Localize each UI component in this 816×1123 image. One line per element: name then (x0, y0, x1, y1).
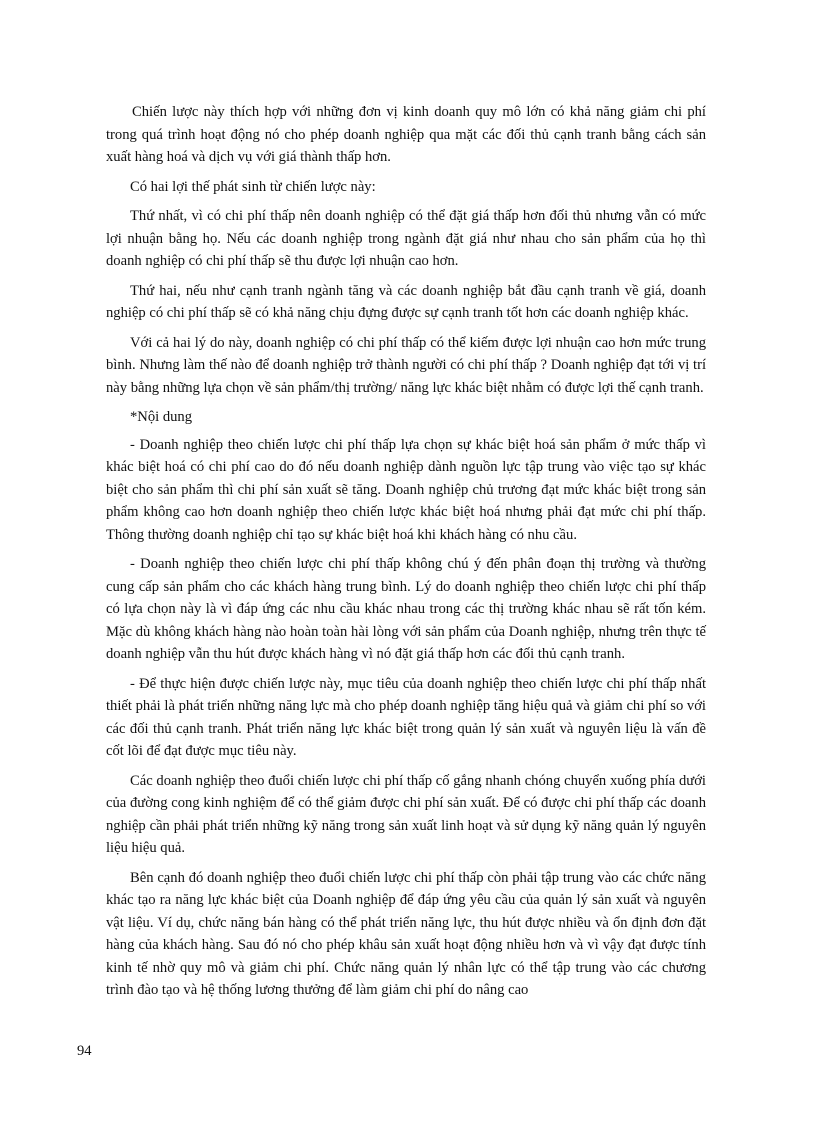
paragraph-other-functions: Bên cạnh đó doanh nghiệp theo đuổi chiến lược chi phí thấp còn phải tập trung vào các chức năng khác tạo ra năng lực khác biệt của Doanh nghiệp để đáp ứng yêu cầu của quản lý sản xuất và nguyên vật liệu. Ví dụ, chức năng bán hàng có thể phát triển năng lực, thu hút được nhiều và ổn định đơn đặt hàng của khách hàng. Sau đó nó cho phép khâu sản xuất hoạt động nhiều hơn và vì vậy đạt được tính kinh tế nhờ quy mô và giảm chi phí. Chức năng quản lý nhân lực có thể tập trung vào các chương trình đào tạo và hệ thống lương thưởng để làm giảm chi phí do nâng cao (106, 869, 706, 998)
paragraph-differentiation: - Doanh nghiệp theo chiến lược chi phí thấp lựa chọn sự khác biệt hoá sản phẩm ở mức thấp vì khác biệt hoá có chi phí cao do đó nếu doanh nghiệp dành nguồn lực tập trung vào việc tạo sự khác biệt cho sản phẩm thì chi phí sản xuất sẽ tăng. Doanh nghiệp chủ trương đạt mức khác biệt trong sản phẩm không cao hơn doanh nghiệp theo chiến lược khác biệt hoá nhưng phải đạt mức chi phí thấp. Thông thường doanh nghiệp chỉ tạo sự khác biệt hoá khi khách hàng có nhu cầu. (106, 436, 706, 543)
paragraph-intro: Chiến lược này thích hợp với những đơn vị kinh doanh quy mô lớn có khả năng giảm chi phí trong quá trình hoạt động nó cho phép doanh nghiệp qua mặt các đối thủ cạnh tranh bằng cách sản xuất hàng hoá và dịch vụ với giá thành thấp hơn. (106, 104, 706, 165)
paragraph-first-advantage: Thứ nhất, vì có chi phí thấp nên doanh nghiệp có thể đặt giá thấp hơn đối thủ nhưng vẫn có mức lợi nhuận bằng họ. Nếu các doanh nghiệp trong ngành đặt giá như nhau cho sản phẩm của họ thì doanh nghiệp có chi phí thấp sẽ thu được lợi nhuận cao hơn. (106, 208, 706, 269)
paragraph-two-advantages: Có hai lợi thế phát sinh từ chiến lược này: (130, 178, 376, 195)
paragraph-experience-curve: Các doanh nghiệp theo đuổi chiến lược chi phí thấp cố gắng nhanh chóng chuyển xuống phía dưới của đường cong kinh nghiệm để có thể giảm được chi phí sản xuất. Để có được chi phí thấp các doanh nghiệp cần phải phát triển những kỹ năng trong sản xuất linh hoạt và sử dụng kỹ năng quản lý nguyên liệu hiệu quả. (106, 772, 706, 856)
paragraph-distinctive-competence: - Để thực hiện được chiến lược này, mục tiêu của doanh nghiệp theo chiến lược chi phí thấp nhất thiết phải là phát triển những năng lực mà cho phép doanh nghiệp tăng hiệu quả và giảm chi phí so với các đối thủ cạnh tranh. Phát triển năng lực khác biệt trong quản lý sản xuất và nguyên liệu là vấn đề cốt lõi để đạt được mục tiêu này. (106, 675, 706, 759)
page-number: 94 (77, 1043, 92, 1059)
paragraph-second-advantage: Thứ hai, nếu như cạnh tranh ngành tăng và các doanh nghiệp bắt đầu cạnh tranh về giá, doanh nghiệp có chi phí thấp sẽ có khả năng chịu đựng được sự cạnh tranh tốt hơn các doanh nghiệp khác. (106, 282, 706, 321)
paragraph-segmentation: - Doanh nghiệp theo chiến lược chi phí thấp không chú ý đến phân đoạn thị trường và thường cung cấp sản phẩm cho các khách hàng trung bình. Lý do doanh nghiệp theo chiến lược chi phí thấp có lựa chọn này là vì đáp ứng các nhu cầu khác nhau trong các thị trường khác nhau sẽ rất tốn kém. Mặc dù không khách hàng nào hoàn toàn hài lòng với sản phẩm của Doanh nghiệp, nhưng trên thực tế doanh nghiệp vẫn thu hút được khách hàng vì nó đặt giá thấp hơn các đối thủ cạnh tranh. (106, 556, 706, 662)
section-heading-content: *Nội dung (130, 409, 193, 425)
page-body (106, 101, 706, 1009)
paragraph-both-reasons: Với cả hai lý do này, doanh nghiệp có chi phí thấp có thể kiếm được lợi nhuận cao hơn mức trung bình. Nhưng làm thế nào để doanh nghiệp trở thành người có chi phí thấp ? Doanh nghiệp đạt tới vị trí này bằng những lựa chọn về sản phẩm/thị trường/ năng lực khác biệt nhằm có được lợi thế cạnh tranh. (106, 334, 706, 396)
